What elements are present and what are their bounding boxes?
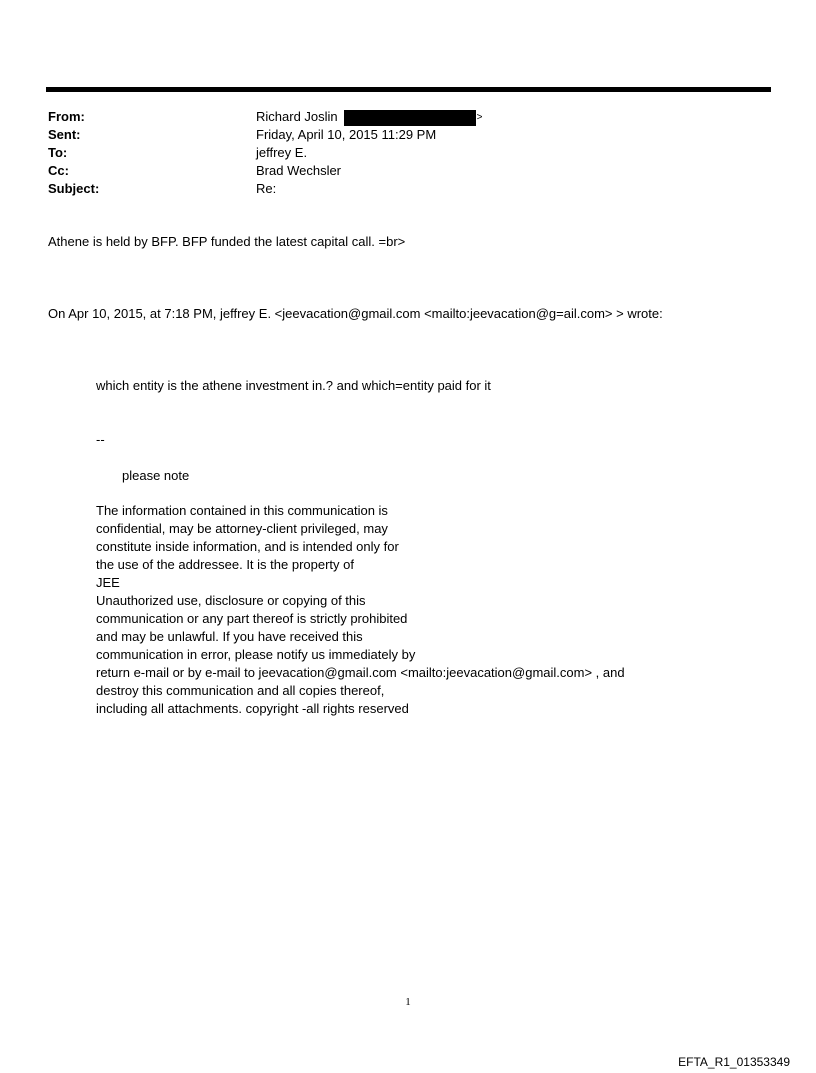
sent-label: Sent: (48, 127, 81, 142)
disclaimer-block (96, 502, 625, 718)
from-trailing: > (476, 111, 483, 123)
disclaimer-line: including all attachments. copyright -all rights reserved (96, 701, 409, 716)
signature-separator: -- (96, 432, 105, 447)
disclaimer-line: Unauthorized use, disclosure or copying of this (96, 593, 366, 608)
from-value (256, 108, 483, 127)
disclaimer-line: the use of the addressee. It is the property of (96, 557, 354, 572)
sent-value: Friday, April 10, 2015 11:29 PM (256, 127, 437, 142)
document-id: EFTA_R1_01353349 (678, 1055, 790, 1069)
from-name: Richard Joslin (256, 109, 338, 124)
cc-value: Brad Wechsler (256, 163, 342, 178)
disclaimer-line: communication in error, please notify us immediately by (96, 647, 416, 662)
disclaimer-line: return e-mail or by e-mail to jeevacation@gmail.com <mailto:jeevacation@gmail.com> , and (96, 665, 625, 680)
reply-text: Athene is held by BFP. BFP funded the latest capital call. =br> (48, 234, 406, 249)
to-label: To: (48, 145, 68, 160)
disclaimer-line: JEE (96, 575, 120, 590)
page-number: 1 (405, 996, 411, 1008)
disclaimer-line: communication or any part thereof is strictly prohibited (96, 611, 408, 626)
redaction-box (344, 110, 476, 126)
disclaimer-line: constitute inside information, and is intended only for (96, 539, 399, 554)
header-rule (46, 87, 771, 92)
cc-label: Cc: (48, 163, 69, 178)
subject-label: Subject: (48, 181, 100, 196)
disclaimer-line: and may be unlawful. If you have received this (96, 629, 363, 644)
quote-intro: On Apr 10, 2015, at 7:18 PM, jeffrey E. <jeevacation@gmail.com <mailto:jeevacation@g=ail.com> > wrote: (48, 306, 663, 321)
please-note: please note (122, 468, 190, 483)
from-label: From: (48, 109, 85, 124)
disclaimer-line: confidential, may be attorney-client privileged, may (96, 521, 388, 536)
to-value: jeffrey E. (256, 145, 308, 160)
quoted-message: which entity is the athene investment in.? and which=entity paid for it (96, 378, 491, 393)
subject-value: Re: (256, 181, 277, 196)
disclaimer-line: destroy this communication and all copies thereof, (96, 683, 385, 698)
disclaimer-line: The information contained in this communication is (96, 503, 388, 518)
